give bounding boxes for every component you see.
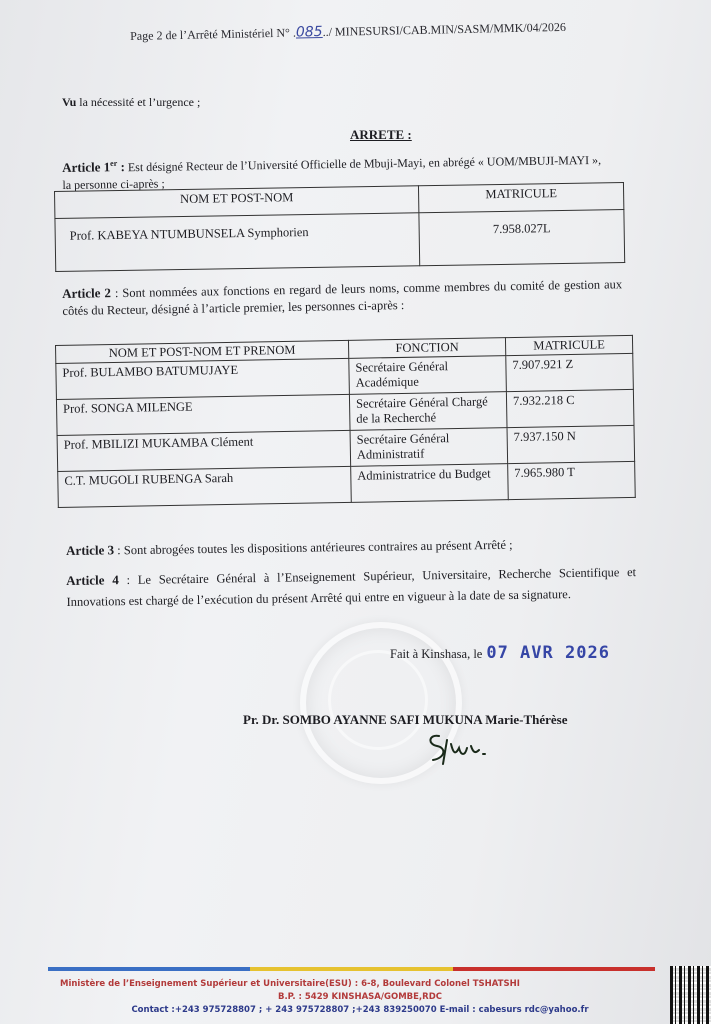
- article-2-label: Article 2: [62, 285, 112, 301]
- table2-cell-name: Prof. SONGA MILENGE: [56, 394, 350, 435]
- vu-label: Vu: [62, 95, 77, 109]
- table2-cell-fonction: Secrétaire Général Académique: [349, 356, 507, 395]
- rector-table: [54, 182, 625, 272]
- table2-cell-matricule: 7.965.980 T: [508, 461, 636, 499]
- table2-cell-fonction: Administratrice du Budget: [351, 464, 509, 503]
- table2-cell-matricule: 7.907.921 Z: [506, 353, 634, 391]
- article-1-label: Article 1er :: [62, 159, 126, 176]
- signatory-name: Pr. Dr. SOMBO AYANNE SAFI MUKUNA Marie-Thérèse: [243, 712, 568, 727]
- article-2: [62, 275, 623, 320]
- article-2-text: : Sont nommées aux fonctions en regard de leurs noms, comme membres du comité de gestion aux côtés du Recteur, désigné à l’article premier, les personnes ci-après :: [62, 277, 623, 318]
- footer-po-box: B.P. : 5429 KINSHASA/GOMBE,RDC: [277, 992, 443, 1002]
- table1-header-name: NOM ET POST-NOM: [55, 186, 420, 219]
- table2-header-fonction: FONCTION: [348, 338, 505, 359]
- table-row: [55, 210, 625, 272]
- table2-header-matricule: MATRICULE: [505, 335, 632, 355]
- handwritten-signature: [425, 730, 495, 770]
- footer-address: Ministère de l’Enseignement Supérieur et Universitaire(ESU) : 6-8, Boulevard Colonel TSHATSHI: [60, 979, 520, 989]
- vu-clause: [62, 95, 200, 110]
- flag-color-bar: [48, 967, 655, 971]
- ministry-footer: [60, 978, 660, 1017]
- article-4: [66, 561, 637, 613]
- place-date: [390, 643, 610, 663]
- table1-cell-name: Prof. KABEYA NTUMBUNSELA Symphorien: [55, 213, 420, 272]
- page-header: [130, 18, 630, 44]
- footer-contact: Contact :+243 975728807 ; + 243 975728807 ;+243 839250070 E-mail : cabesurs rdc@yahoo.fr: [131, 1005, 589, 1015]
- date-stamp: 07 AVR 2026: [486, 643, 610, 663]
- table2-cell-fonction: Secrétaire Général Administratif: [350, 428, 508, 467]
- header-suffix: ../ MINESURSI/CAB.MIN/SASM/MMK/04/2026: [322, 19, 567, 39]
- article-4-text: : Le Secrétaire Général à l’Enseignement Supérieur, Universitaire, Recherche Scientifique et Innovations est chargé de l’exécution du présent Arrêté qui entre en vigueur à la date de sa signature.: [66, 565, 637, 609]
- table1-cell-matricule: 7.958.027L: [419, 210, 625, 266]
- place-date-text: Fait à Kinshasa, le: [390, 647, 483, 661]
- handwritten-decree-number: 085: [295, 23, 323, 41]
- arrete-heading: ARRETE :: [350, 127, 412, 142]
- committee-table: [55, 335, 636, 508]
- table2-cell-name: Prof. BULAMBO BATUMUJAYE: [56, 358, 350, 399]
- table2-cell-name: C.T. MUGOLI RUBENGA Sarah: [58, 466, 352, 507]
- table2-cell-name: Prof. MBILIZI MUKAMBA Clément: [57, 430, 351, 471]
- table2-cell-matricule: 7.937.150 N: [507, 425, 635, 463]
- vu-text: la nécessité et l’urgence ;: [76, 95, 201, 109]
- table2-cell-matricule: 7.932.218 C: [506, 389, 634, 427]
- table1-header-matricule: MATRICULE: [419, 183, 624, 213]
- article-4-label: Article 4: [66, 572, 119, 588]
- article-1-text: Est désigné Recteur de l’Université Officielle de Mbuji-Mayi, en abrégé « UOM/MBUJI-MAYI », la personne ci-après ;: [62, 152, 602, 193]
- article-3: [66, 535, 626, 559]
- table2-header-name: NOM ET POST-NOM ET PRENOM: [56, 340, 349, 363]
- article-3-text: : Sont abrogées toutes les dispositions antérieures contraires au présent Arrêté ;: [114, 537, 513, 558]
- header-prefix: Page 2 de l’Arrêté Ministériel N° .: [130, 25, 297, 43]
- table2-cell-fonction: Secrétaire Général Chargé de la Recherché: [349, 392, 507, 431]
- article-3-label: Article 3: [66, 542, 115, 558]
- qr-code-icon: [670, 966, 711, 1024]
